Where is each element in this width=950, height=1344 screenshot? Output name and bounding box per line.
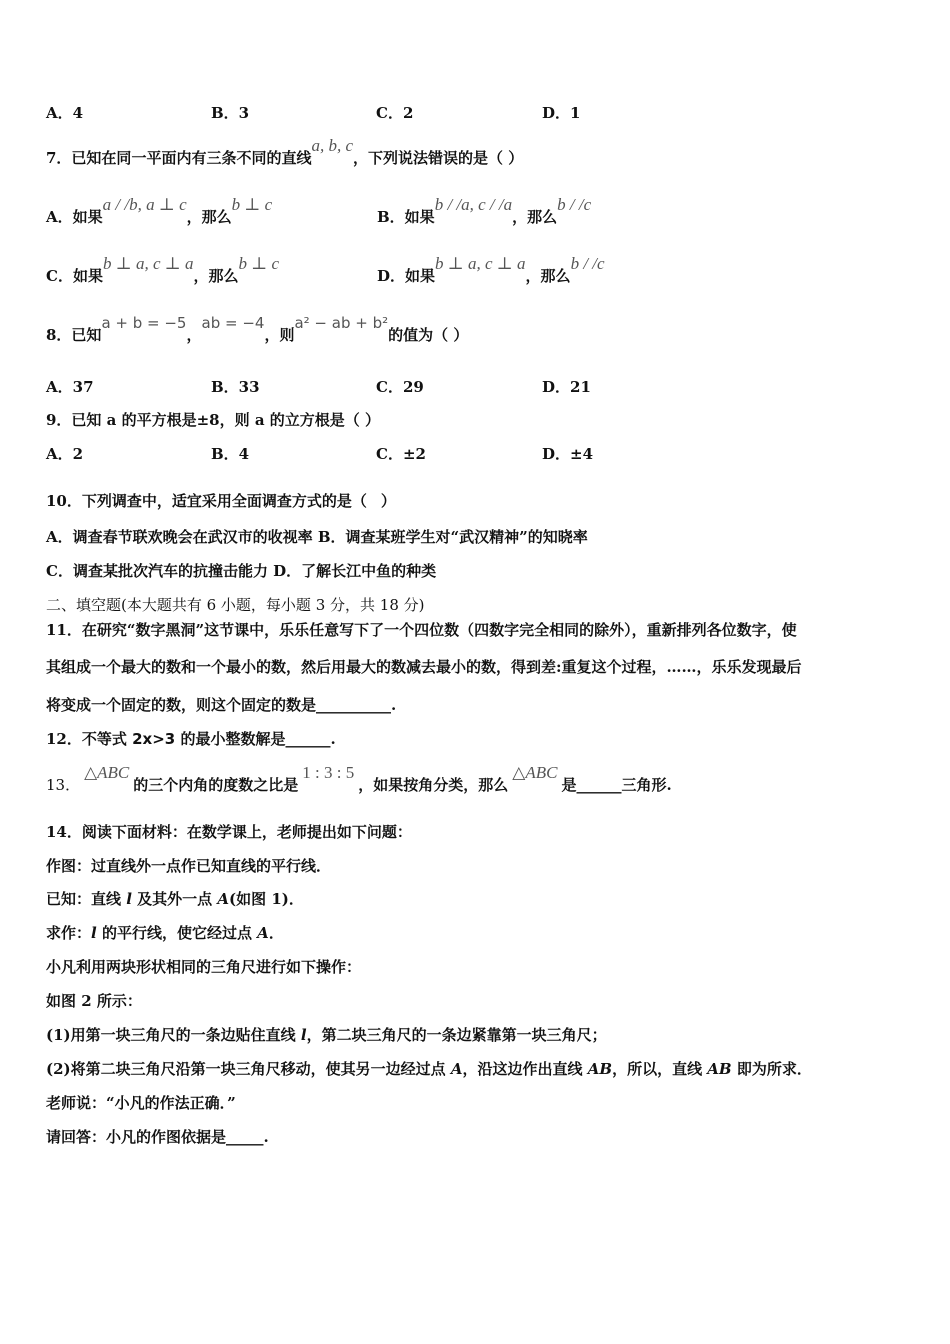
q14-line-1: 14．阅读下面材料：在数学课上，老师提出如下问题： [46,823,412,841]
q14-l3-b: l [126,890,132,908]
q14-l4-c: 的平行线，使它经过点 [96,924,258,942]
q11-line-1: 11．在研究“数字黑洞”这节课中，乐乐任意写下了一个四位数（四数字完全相同的除外），重新排列各位数字，使 [46,621,797,639]
q14-l3-d: A [217,890,230,908]
q7-b-mid: ，那么 [512,208,558,226]
q13-triangle-1: △ABC [84,763,130,782]
q8-math-2: ab = −4 [201,314,265,332]
q8-sep: ， [186,326,202,344]
q13-part-2: ，如果按角分类，那么 [358,776,509,794]
q8-math-3: a² − ab + b² [294,314,389,332]
q7-stem-math: a, b, c [311,136,353,155]
q14-l8-d: AB [587,1060,613,1078]
q14-line-4 [46,923,284,943]
q14-l3-e: (如图 1)． [229,890,304,908]
q7-option-a [46,195,273,227]
q13-number: 13． [46,776,81,794]
q7-c-mid: ，那么 [193,267,239,285]
q9-option-b: B．4 [211,445,250,463]
q12-prefix: 12．不等式 [46,730,133,748]
q8-option-a: A．37 [46,378,94,396]
q8-prefix: 8．已知 [46,326,102,344]
q14-l4-d: A [257,924,269,942]
q10-stem [46,491,396,511]
q8-suffix: 的值为（ ） [388,326,469,344]
q7-c-label: C．如果 [46,267,103,285]
q7-d-concl: b / /c [570,254,605,273]
q7-c-cond: b ⊥ a, c ⊥ a [102,254,194,273]
q10-options-cd: C．调查某批次汽车的抗撞击能力 D．了解长江中鱼的种类 [46,562,437,580]
q13-part-3: 是______三角形. [561,776,672,794]
q14-line-9: 老师说：“小凡的作法正确．” [46,1094,236,1112]
q8-option-d: D．21 [542,378,591,396]
q7-a-mid: ，那么 [186,208,232,226]
q12-expression: 2x>3 [132,730,176,748]
q13-ratio: 1 : 3 : 5 [302,763,355,782]
q14-l3-c: 及其外一点 [131,890,218,908]
q8-mid: ，则 [264,326,295,344]
q9-option-a: A．2 [46,445,84,463]
q7-b-cond: b / /a, c / /a [434,195,513,214]
q7-b-concl: b / /c [557,195,592,214]
q8-stem [46,314,469,345]
q9-option-d: D．±4 [542,445,594,463]
q6-option-c: C．2 [376,104,414,122]
q14-l7-c: ，第二块三角尺的一条边紧靠第一块三角尺； [306,1026,607,1044]
q14-l7-a: (1)用第一块三角尺的一条边贴住直线 [46,1026,301,1044]
q14-line-7 [46,1025,607,1045]
q6-option-b: B．3 [211,104,250,122]
q14-line-6: 如图 2 所示： [46,992,142,1010]
q7-a-label: A．如果 [46,208,103,226]
q10-stem-prefix: 10．下列调查中，适宜采用全面调查方式的是（ [46,492,367,510]
q14-l8-c: ，沿这边作出直线 [462,1060,588,1078]
q8-math-1: a + b = −5 [101,314,187,332]
q6-option-a: A．4 [46,104,84,122]
q12-suffix: 的最小整数解是______. [175,730,336,748]
q14-l8-g: 即为所求． [731,1060,812,1078]
q13-part-1: 的三个内角的度数之比是 [133,776,299,794]
q10-stem-suffix: ） [380,492,396,510]
q12-stem [46,729,336,749]
q14-l4-a: 求作： [46,924,92,942]
q9-stem: 9．已知 a 的平方根是±8，则 a 的立方根是（ ） [46,411,380,429]
q7-a-cond: a / /b, a ⊥ c [102,195,187,214]
q8-option-b: B．33 [211,378,260,396]
q14-line-10: 请回答：小凡的作图依据是_____. [46,1128,269,1146]
q14-l8-f: AB [707,1060,732,1078]
q14-l8-a: (2)将第二块三角尺沿第一块三角尺移动，使其另一边经过点 [46,1060,451,1078]
q13-triangle-2: △ABC [512,763,558,782]
q14-l4-e: ． [268,924,284,942]
q14-line-5: 小凡利用两块形状相同的三角尺进行如下操作： [46,958,362,976]
q14-l3-a: 已知：直线 [46,890,127,908]
q14-line-2: 作图：过直线外一点作已知直线的平行线． [46,857,332,875]
q13-stem [46,763,672,795]
q14-line-8 [46,1059,812,1079]
q8-option-c: C．29 [376,378,424,396]
q7-c-concl: b ⊥ c [238,254,280,273]
q7-option-c [46,254,280,286]
q7-a-concl: b ⊥ c [231,195,273,214]
q14-l8-b: A [450,1060,463,1078]
q7-stem [46,136,524,168]
q14-l4-b: l [91,924,97,942]
section-title-fill-in: 二、填空题(本大题共有 6 小题，每小题 3 分，共 18 分) [46,596,425,614]
q11-line-3: 将变成一个固定的数，则这个固定的数是__________. [46,696,397,714]
q6-option-d: D．1 [542,104,581,122]
q7-stem-text: 7．已知在同一平面内有三条不同的直线 [46,149,312,167]
q7-d-cond: b ⊥ a, c ⊥ a [435,254,526,273]
q14-line-3 [46,889,304,909]
q14-l7-b: l [300,1026,307,1044]
q7-b-label: B．如果 [377,208,435,226]
q7-d-mid: ，那么 [525,267,571,285]
q11-line-2: 其组成一个最大的数和一个最小的数，然后用最大的数减去最小的数，得到差:重复这个过程，……，乐乐发现最后 [46,658,802,676]
q7-d-label: D．如果 [377,267,436,285]
q14-l8-e: ，所以，直线 [612,1060,708,1078]
q10-options-ab: A．调查春节联欢晚会在武汉市的收视率 B．调查某班学生对“武汉精神”的知晓率 [46,528,588,546]
q7-option-b [377,195,592,227]
q7-stem-suffix: ，下列说法错误的是（ ） [353,149,524,167]
q9-option-c: C．±2 [376,445,426,463]
q7-option-d [377,254,605,286]
